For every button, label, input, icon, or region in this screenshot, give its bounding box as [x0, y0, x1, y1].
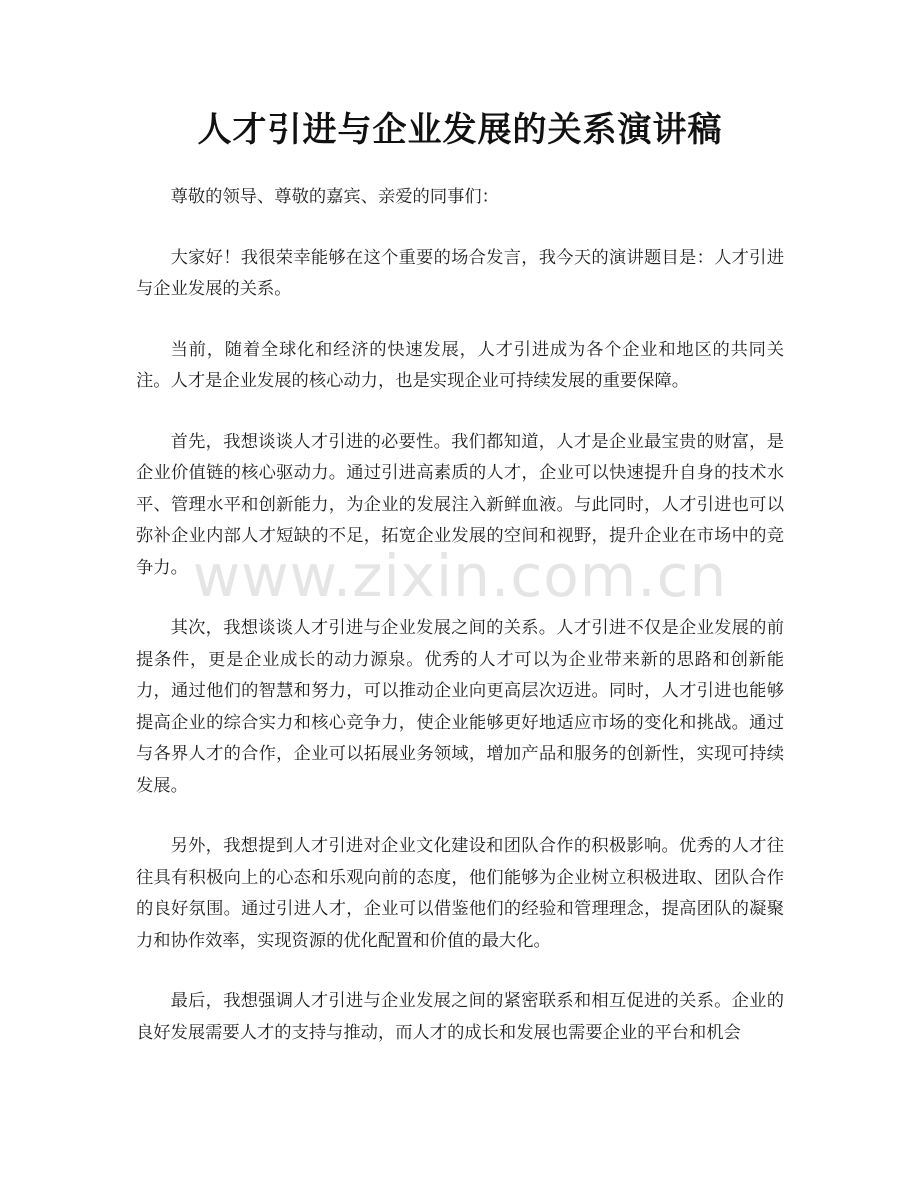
document-body — [136, 182, 784, 1078]
necessity-paragraph: 首先，我想谈谈人才引进的必要性。我们都知道，人才是企业最宝贵的财富，是企业价值链的核心驱动力。通过引进高素质的人才，企业可以快速提升自身的技术水平、管理水平和创新能力，为企业的发展注入新鲜血液。与此同时，人才引进也可以弥补企业内部人才短缺的不足，拓宽企业发展的空间和视野，提升企业在市场中的竞争力。 — [136, 431, 784, 578]
salutation-paragraph: 尊敬的领导、尊敬的嘉宾、亲爱的同事们： — [170, 187, 499, 207]
watermark-text: www.zixin.com.cn — [192, 542, 728, 610]
culture-paragraph: 另外，我想提到人才引进对企业文化建设和团队合作的积极影响。优秀的人才往往具有积极向上的心态和乐观向前的态度，他们能够为企业树立积极进取、团队合作的良好氛围。通过引进人才，企业可以借鉴他们的经验和管理理念，提高团队的凝聚力和协作效率，实现资源的优化配置和价值的最大化。 — [136, 836, 784, 951]
relationship-paragraph: 其次，我想谈谈人才引进与企业发展之间的关系。人才引进不仅是企业发展的前提条件，更是企业成长的动力源泉。优秀的人才可以为企业带来新的思路和创新能力，通过他们的智慧和努力，可以推动企业向更高层次迈进。同时，人才引进也能够提高企业的综合实力和核心竞争力，使企业能够更好地适应市场的变化和挑战。通过与各界人才的合作，企业可以拓展业务领域，增加产品和服务的创新性，实现可持续发展。 — [136, 618, 784, 796]
opening-paragraph: 大家好！我很荣幸能够在这个重要的场合发言，我今天的演讲题目是：人才引进与企业发展的关系。 — [136, 247, 784, 299]
conclusion-paragraph: 最后，我想强调人才引进与企业发展之间的紧密联系和相互促进的关系。企业的良好发展需要人才的支持与推动，而人才的成长和发展也需要企业的平台和机会 — [136, 991, 784, 1043]
context-paragraph: 当前，随着全球化和经济的快速发展，人才引进成为各个企业和地区的共同关注。人才是企业发展的核心动力，也是实现企业可持续发展的重要保障。 — [136, 339, 784, 391]
document-title: 人才引进与企业发展的关系演讲稿 — [197, 110, 723, 150]
